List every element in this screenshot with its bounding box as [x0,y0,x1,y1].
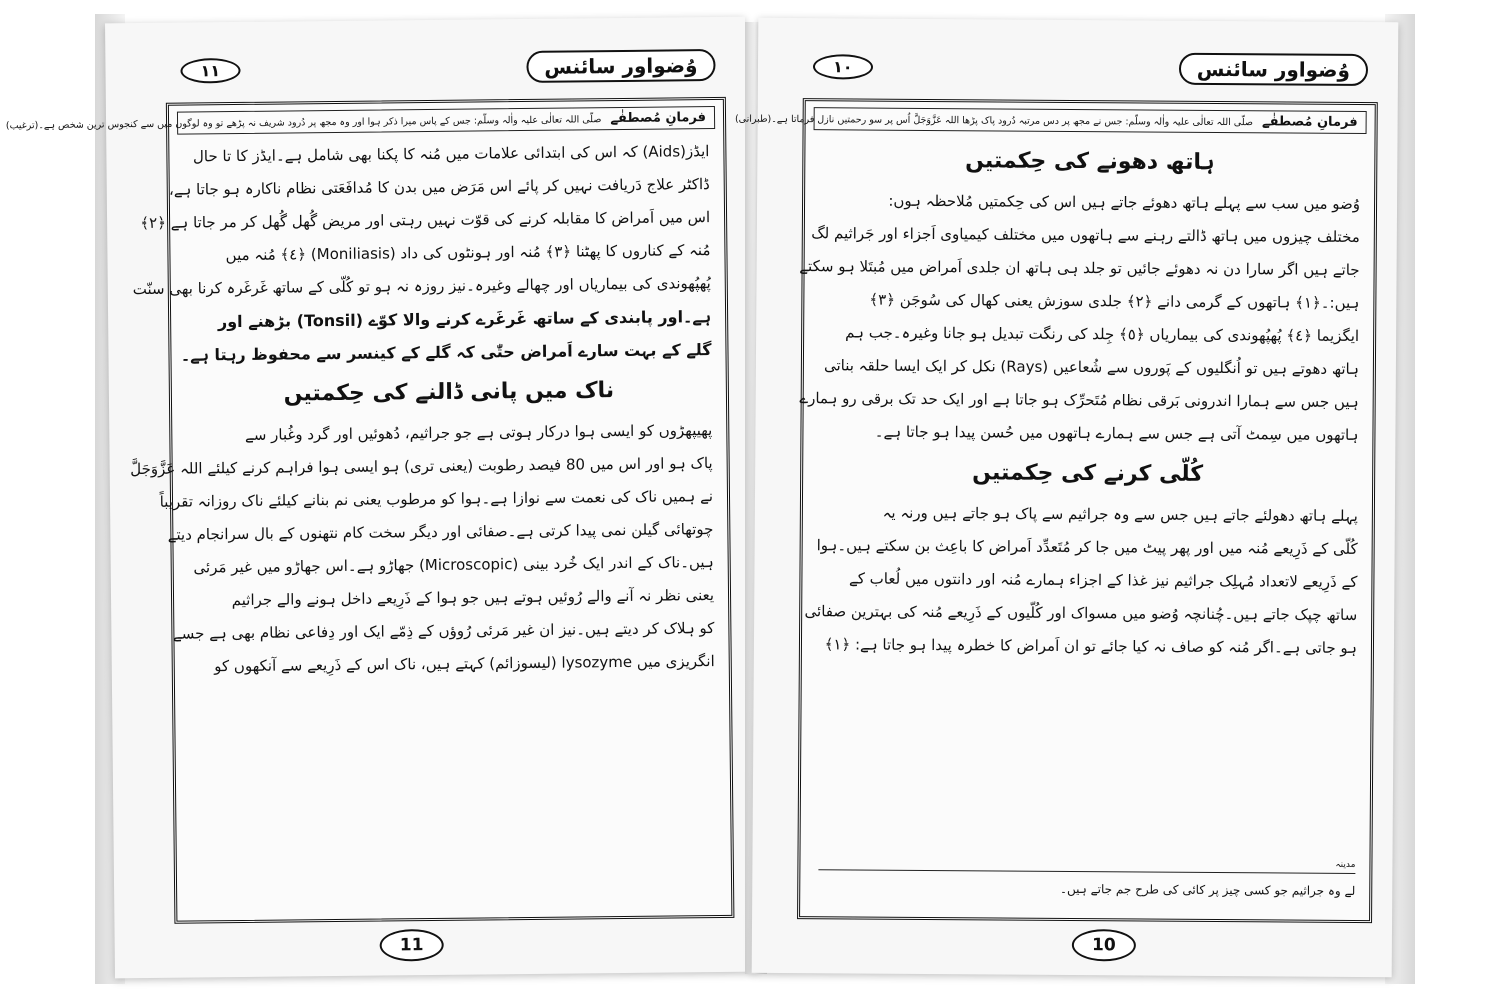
text-line: ڈاکٹر علاج دَریافت نہیں کر پائے اس مَرَض میں بدن کا مُدافَعَتی نظام ناکارہ ہو جاتا ہے، [168,175,710,199]
text-line: ساتھ چپک جاتے ہیں۔چُنانچہ وُضو میں مسواک اور کُلّیوں کے ذَرِیعے مُنہ کی بہترین صفائی [804,602,1358,624]
paragraph-2 [804,496,1358,665]
book-title: وُضواور سائنس [526,49,716,83]
page-number-bottom: 10 [1072,929,1136,961]
text-line: ایگزیما ﴿٤﴾ پُھپُھوندی کی بیماریاں ﴿٥﴾ جِلد کی رنگت تبدیل ہو جانا وغیرہ۔جب ہم [845,323,1360,345]
text-line: انگریزی میں lysozyme (لیسوزائم) کہتے ہیں، ناک اس کے ذَرِیعے سے آنکھوں کو [214,652,715,676]
body-text [130,135,729,684]
footnote-label: مدینہ [1335,859,1356,870]
text-line: مُنہ کے کناروں کا پھٹنا ﴿٣﴾ مُنہ اور ہونٹوں کی داد (Moniliasis) ﴿٤﴾ مُنہ میں [225,241,711,265]
hadith-box [734,107,1367,134]
text-line: ہو جاتی ہے۔اگر مُنہ کو صاف نہ کیا جائے تو ان اَمراض کا خطرہ پیدا ہو جاتا ہے: ﴿١﴾ [824,635,1358,657]
hadith-lead: فرمانِ مُصطفٰے [610,110,707,127]
page-number-top: ١١ [180,57,240,83]
section-heading: کُلّی کرنے کی حِکمتیں [972,460,1204,487]
book-title: وُضواور سائنس [1179,53,1368,86]
running-head [813,48,1368,88]
text-line: جاتے ہیں اگر سارا دن نہ دھوئے جائیں تو جلد ہی ہاتھ ان جلدی اَمراض میں مُبتَلا ہو سکتے [799,257,1360,279]
text-frame [734,98,1378,923]
text-line: ہیں۔ناک کے اندر ایک خُرد بینی (Microscopic) جھاڑو ہے۔اس جھاڑو میں غیر مَرئی [193,553,714,577]
text-line: پہلے ہاتھ دھولئے جاتے ہیں جس سے وہ جراثیم سے پاک ہو جاتے ہیں ورنہ یہ [882,503,1358,525]
paragraph-1 [799,184,1361,452]
text-line: وُضو میں سب سے پہلے ہاتھ دھوئے جاتے ہیں اس کی حِکمتیں مُلاحظہ ہوں: [888,191,1361,213]
hadith-box [5,106,715,135]
text-line: ہیں جس سے ہمارا اندرونی بَرقی نظام مُتَحرِّک ہو جاتا ہے اور ایک حد تک برقی رو ہمارے [799,389,1359,411]
footnote: لے وہ جراثیم جو کسی چیز پر کائی کی طرح جم جاتے ہیں۔ [1059,881,1356,898]
text-line: نے ہمیں ناک کی نعمت سے نوازا ہے۔ہوا کو مرطوب یعنی نم بنانے کیلئے ناک روزانہ تقریباً [159,487,714,511]
left-page [5,17,755,979]
text-line: پُھپُھوندی کی بیماریاں اور چھالے وغیرہ۔نیز روزہ نہ ہو تو کُلّی کے ساتھ غَرغَرہ کرنا بھی سنّت [132,274,711,299]
hadith-lead: فرمانِ مُصطفٰے [1261,114,1358,130]
text-line: ہیں:۔﴿١﴾ ہاتھوں کے گرمی دانے ﴿٢﴾ جلدی سوزش یعنی کھال کی سُوجَن ﴿٣﴾ [869,290,1360,312]
text-line: ہے۔اور پابندی کے ساتھ غَرغَرے کرنے والا کوّے (Tonsil) بڑھنے اور [217,307,712,332]
footnote-rule [818,869,1355,874]
text-line: کو ہلاک کر دیتے ہیں۔نیز ان غیر مَرئی رُوؤں کے ذِمّے ایک اور دِفاعی نظام بھی ہے جسے [172,619,715,643]
text-line: گلے کے بہت سارے اَمراض حتّٰی کہ گلے کے کینسر سے محفوظ رہتا ہے۔ [180,340,712,365]
text-frame [5,97,735,924]
body-text [799,136,1375,665]
text-line: پاک ہو اور اس میں 80 فیصد رطوبت (یعنی تری) ہو ایسی ہوا فراہم کرنے کیلئے اللہ عَزَّوَجَلَّ [130,454,713,479]
hadith-text: صلّی اللہ تعالٰی علیہ واٰلہ وسلّم: جس نے مجھ پر دس مرتبہ دُرود پاک پڑھا اللہ عَزَّوَجَلَّ اُس پر سو رحمتیں نازل فرماتا ہے۔(طبرانی) [734,113,1253,129]
paragraph-1 [132,135,712,371]
text-line: پھیپھڑوں کو ایسی ہوا درکار ہوتی ہے جو جراثیم، دُھوئیں اور گرد وغُبار سے [244,421,713,444]
page-number-top: ١٠ [813,54,873,79]
right-page [734,18,1399,977]
hadith-text: صلّی اللہ تعالٰی علیہ واٰلہ وسلّم: جس کے پاس میرا ذکر ہوا اور وہ مجھ پر دُرود شریف نہ پڑھے تو وہ لوگوں میں سے کنجوس ترین شخص ہے۔(ترغیب) [5,114,602,132]
text-line: یعنی نظر نہ آنے والے رُوئیں ہوتے ہیں جو ہوا کے ذَرِیعے داخل ہونے والے جراثیم [231,586,715,610]
text-line: کے ذَرِیعے لاتعداد مُہلِک جراثیم نیز غذا کے اجزاء ہمارے مُنہ اور دانتوں میں لُعاب کے [848,569,1358,591]
section-heading: ناک میں پانی ڈالنے کی حِکمتیں [283,378,615,407]
text-line: چوتھائی گیلن نمی پیدا کرتی ہے۔صفائی اور دیگر سخت کام نتھنوں کے بال سرانجام دیتے [167,520,714,544]
text-line: ایڈز(Aids) کہ اس کی ابتدائی علامات میں مُنہ کا پکنا بھی شامل ہے۔ایڈز کا تا حال [192,142,710,166]
running-head [180,47,715,89]
text-line: ہاتھوں میں سِمٹ آتی ہے جس سے ہمارے ہاتھوں میں حُسن پیدا ہو جاتا ہے۔ [874,422,1359,444]
text-line: اس میں اَمراض کا مقابلہ کرنے کی قوّت نہیں رہتی اور مریض گُھل گُھل کر مر جاتا ہے ﴿٢﴾ [140,208,711,233]
page-number-bottom: 11 [380,929,444,962]
text-line: مختلف چیزوں میں ہاتھ ڈالتے رہنے سے ہاتھوں میں مختلف کیمیاوی اَجزاء اور جَراثیم لگ [811,224,1360,246]
section-heading: ہاتھ دھونے کی حِکمتیں [965,148,1215,175]
text-line: ہاتھ دھوتے ہیں تو اُنگلیوں کے پَوروں سے شُعاعیں (Rays) نکل کر ایک ایسا حلقہ بناتی [823,356,1359,378]
text-line: کُلّی کے ذَرِیعے مُنہ میں اور پھر پیٹ میں جا کر مُتَعدِّد اَمراض کا باعِث بن سکتے ہیں۔ہوا [816,536,1358,558]
paragraph-2 [130,414,715,683]
